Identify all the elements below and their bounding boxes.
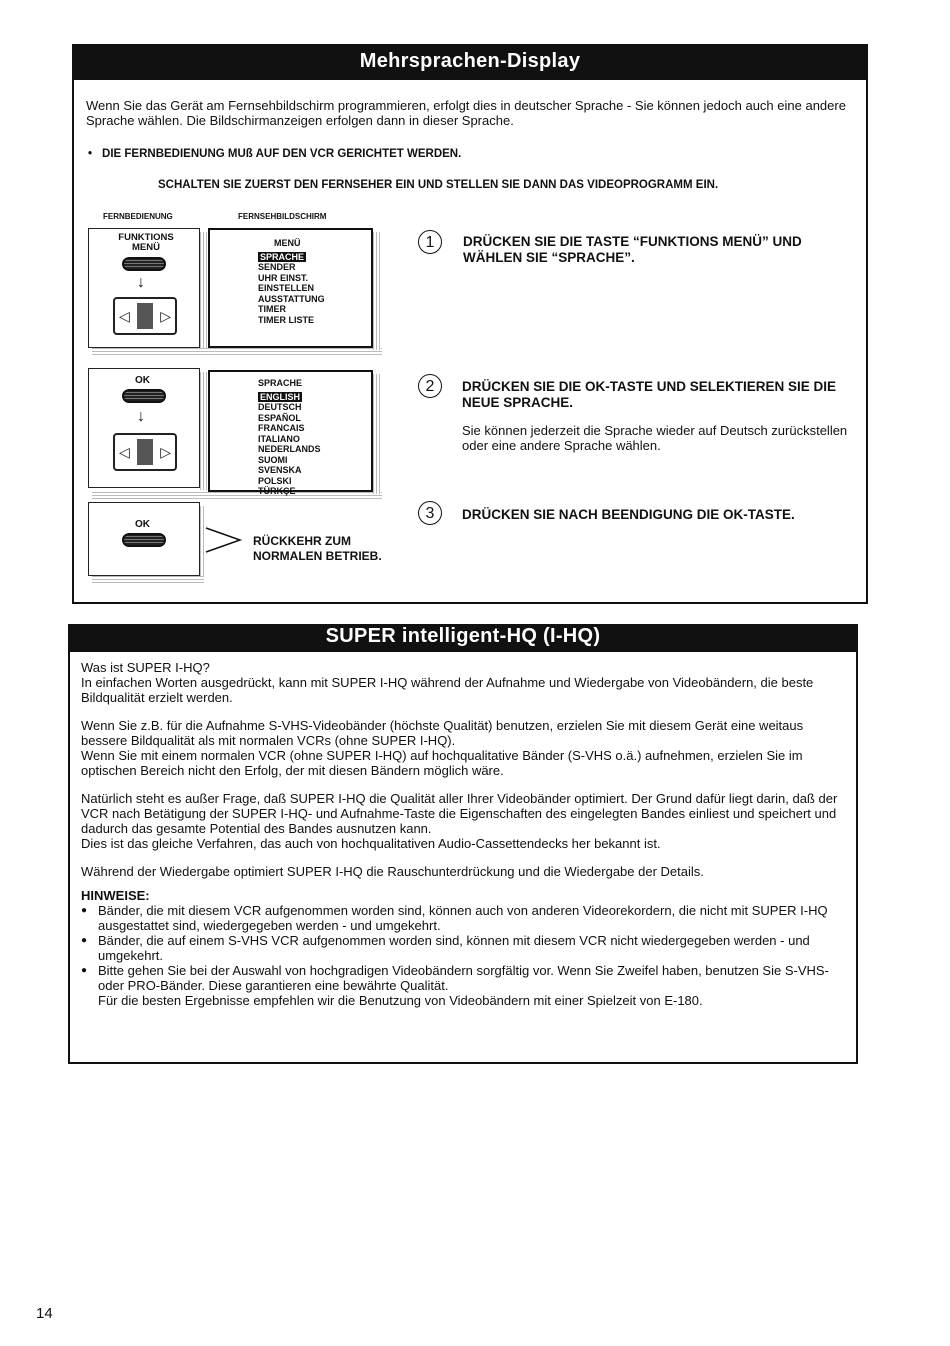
super-ihq-title-bar (68, 624, 858, 652)
navigation-pad-icon: ◁ ▷ (113, 297, 177, 335)
ok-button (122, 533, 166, 547)
language-item-deutsch: DEUTSCH (258, 402, 302, 412)
remote-column-label: FERNBEDIENUNG (103, 212, 173, 221)
step-3-text: DRÜCKEN SIE NACH BEENDIGUNG DIE OK-TASTE. (462, 507, 795, 522)
super-ihq-body (81, 660, 849, 1008)
language-item-espanol: ESPAÑOL (258, 412, 301, 423)
note-item: ● Bänder, die auf einem S-VHS VCR aufgenommen worden sind, können mit diesem VCR nicht wiedergegeben werden - und umgekehrt. (81, 933, 849, 963)
diagram-shadow (92, 576, 204, 583)
ok-button (122, 389, 166, 403)
intro-paragraph: Wenn Sie das Gerät am Fernsehbildschirm programmieren, erfolgt dies in deutscher Sprache - Sie können jedoch auch eine andere Sprache wählen. Die Bildschirmanzeigen erfolgen dann in dieser Sprache. (86, 98, 846, 128)
multilanguage-title-bar (72, 44, 868, 80)
language-item-italiano: ITALIANO (258, 433, 300, 444)
note-item: ● Bitte gehen Sie bei der Auswahl von hochgradigen Videobändern sorgfältig vor. Wenn Sie Zweifel haben, benutzen Sie S-VHS- oder PRO-Bänder. Diese garantieren eine bewährte Qualität. (81, 963, 849, 993)
language-item-polski: POLSKI (258, 475, 292, 486)
menu-item-uhr: UHR EINST. (258, 272, 309, 283)
language-item-svenska: SVENSKA (258, 465, 302, 475)
function-menu-label: FUNKTIONS MENÜ (118, 232, 174, 253)
paragraph-playback: Während der Wiedergabe optimiert SUPER I-HQ die Rauschunterdrückung und die Wiedergabe der Details. (81, 864, 704, 879)
bullet-text: DIE FERNBEDIENUNG MUß AUF DEN VCR GERICHTET WERDEN. (102, 148, 462, 160)
remote-illustration-2 (88, 368, 200, 488)
step-2-text: DRÜCKEN SIE DIE OK-TASTE UND SELEKTIEREN SIE DIE NEUE SPRACHE. (462, 379, 837, 410)
section-title: Mehrsprachen-Display (359, 50, 581, 72)
return-to-normal-text: RÜCKKEHR ZUM NORMALEN BETRIEB. (253, 534, 382, 563)
language-menu-title: SPRACHE (258, 378, 303, 388)
ok-label: OK (135, 375, 150, 386)
menu-item-ausstattung: AUSSTATTUNG (258, 293, 325, 304)
menu-title: MENÜ (274, 238, 301, 248)
page-number: 14 (36, 1305, 53, 1322)
step-number-3: 3 (418, 501, 442, 525)
remote-illustration-3 (88, 502, 200, 576)
remote-pointing-bullet (88, 148, 788, 160)
navigation-pad-icon: ◁ ▷ (113, 433, 177, 471)
ok-label: OK (135, 519, 150, 530)
arrow-down-icon: ↓ (137, 274, 145, 291)
screen-column-label: FERNSEHBILDSCHIRM (238, 212, 327, 221)
note-item: ● Bänder, die mit diesem VCR aufgenommen worden sind, können auch von anderen Videorekordern, die nicht mit SUPER I-HQ ausgestattet sind, wiedergegeben werden - und umgekehrt. (81, 903, 849, 933)
menu-item-einstellen: EINSTELLEN (258, 283, 315, 293)
notes-list (81, 903, 849, 993)
setup-instruction: SCHALTEN SIE ZUERST DEN FERNSEHER EIN UND STELLEN SIE DANN DAS VIDEOPROGRAMM EIN. (158, 179, 719, 191)
callout-pointer (196, 520, 246, 560)
language-item-suomi: SUOMI (258, 454, 288, 465)
language-item-english: ENGLISH (260, 391, 301, 402)
arrow-down-icon: ↓ (137, 408, 145, 425)
step-number-2: 2 (418, 374, 442, 398)
question-heading: Was ist SUPER I-HQ? (81, 660, 210, 675)
remote-illustration-1 (88, 228, 200, 348)
tv-screen-menu (208, 228, 373, 348)
menu-item-timer-liste: TIMER LISTE (258, 314, 314, 325)
note-recommendation: Für die besten Ergebnisse empfehlen wir die Benutzung von Videobändern mit einer Spielzeit von E-180. (98, 993, 703, 1008)
paragraph-svhs: Wenn Sie z.B. für die Aufnahme S-VHS-Videobänder (höchste Qualität) benutzen, erzielen Sie mit diesem Gerät eine weitaus bessere Bildqualität als mit normalen VCRs (ohne SUPER I-HQ). (81, 718, 804, 748)
diagram-shadow (92, 348, 382, 355)
menu-item-sprache: SPRACHE (260, 251, 305, 262)
paragraph-audio-comparison: Dies ist das gleiche Verfahren, das auch von hochqualitativen Audio-Cassettendecks her bekannt ist. (81, 836, 661, 851)
step-number-1: 1 (418, 230, 442, 254)
diagram-shadow (373, 232, 381, 350)
language-item-francais: FRANCAIS (258, 423, 305, 433)
menu-item-timer: TIMER (258, 304, 286, 314)
language-item-turkce: TÜRKÇE (258, 486, 296, 496)
function-menu-button (122, 257, 166, 271)
diagram-shadow (373, 374, 381, 494)
paragraph-optimization: Natürlich steht es außer Frage, daß SUPER I-HQ die Qualität aller Ihrer Videobänder optimiert. Der Grund dafür liegt darin, daß der VCR nach Betätigung der SUPER I-HQ- und Aufnahme-Taste die Eigenschaften des eingelegten Bandes einliest und speichert und dadurch das gesamte Potential des Bandes ausnutzen kann. (81, 791, 838, 836)
tv-screen-language (208, 370, 373, 496)
notes-heading: HINWEISE: (81, 888, 150, 903)
step-2-note: Sie können jederzeit die Sprache wieder auf Deutsch zurückstellen oder eine andere Sprache wählen. (462, 423, 848, 453)
menu-item-sender: SENDER (258, 262, 296, 272)
paragraph-normal-vcr: Wenn Sie mit einem normalen VCR (ohne SUPER I-HQ) auf hochqualitative Bänder (S-VHS o.ä.) aufnehmen, erzielen Sie im optischen Bereich nicht den Erfolg, der mit diesen Bändern möglich wäre. (81, 748, 803, 778)
paragraph-intro: In einfachen Worten ausgedrückt, kann mit SUPER I-HQ während der Aufnahme und Wiedergabe von Videobändern, die beste Bildqualität erzielt werden. (81, 675, 814, 705)
bullet-dot: • (88, 148, 93, 160)
section-title: SUPER intelligent-HQ (I-HQ) (325, 625, 601, 647)
step-1-text: DRÜCKEN SIE DIE TASTE “FUNKTIONS MENÜ” UND WÄHLEN SIE “SPRACHE”. (463, 234, 802, 265)
language-item-nederlands: NEDERLANDS (258, 444, 321, 454)
